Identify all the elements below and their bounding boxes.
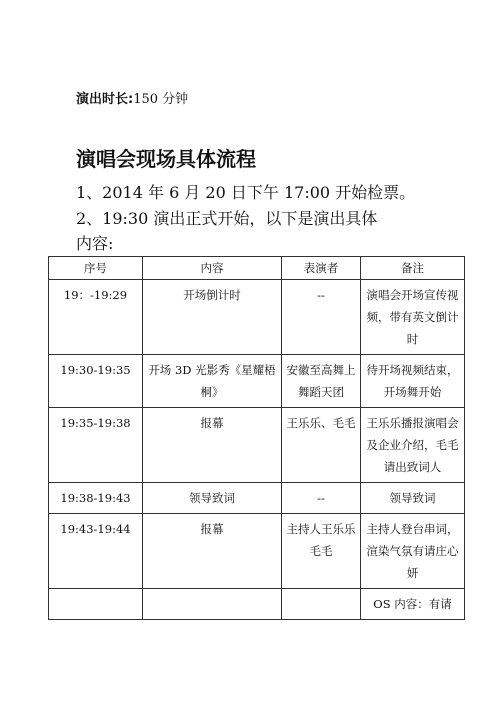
table-row [49, 408, 465, 483]
paragraph-ticket-check: 1、2014 年 6 月 20 日下午 17:00 开始检票。 [76, 183, 416, 202]
schedule-table [48, 256, 465, 620]
table-row [49, 589, 465, 620]
cell-content [143, 589, 282, 620]
header-notes: 备注 [361, 257, 465, 280]
cell-text: 安徽至高舞上舞蹈天团 [286, 363, 356, 399]
cell-notes [361, 355, 465, 408]
cell-text: 主持人王乐乐毛毛 [286, 522, 356, 558]
table-header-row [49, 257, 465, 280]
cell-content [143, 408, 282, 483]
cell-performer [282, 589, 361, 620]
table-row [49, 483, 465, 514]
table-row [49, 280, 465, 355]
cell-notes [361, 514, 465, 589]
cell-sequence [49, 483, 143, 514]
cell-performer [282, 514, 361, 589]
cell-text: 王乐乐播报演唱会及企业介绍，毛毛请出致词人 [366, 416, 459, 474]
cell-text: 主持人登台串词，渲染气氛有请庄心妍 [366, 522, 459, 580]
cell-notes [361, 483, 465, 514]
cell-performer [282, 355, 361, 408]
cell-text: 19:35-19:38 [60, 416, 131, 430]
cell-performer [282, 280, 361, 355]
header-sequence: 序号 [49, 257, 143, 280]
section-title: 演唱会现场具体流程 [76, 147, 256, 171]
cell-text: 19:43-19:44 [60, 522, 131, 536]
cell-notes [361, 280, 465, 355]
paragraph-show-start-continued: 内容: [76, 234, 114, 253]
cell-content [143, 355, 282, 408]
cell-content [143, 483, 282, 514]
cell-sequence [49, 514, 143, 589]
cell-text: 开场倒计时 [183, 288, 241, 302]
cell-sequence [49, 355, 143, 408]
cell-text: 演唱会开场宣传视频，带有英文倒计时 [366, 288, 459, 346]
cell-sequence [49, 280, 143, 355]
cell-text: OS 内容：有请 [373, 597, 452, 611]
duration-value: 150 分钟 [133, 92, 189, 107]
cell-notes [361, 408, 465, 483]
cell-content [143, 514, 282, 589]
cell-sequence [49, 408, 143, 483]
cell-text: 领导致词 [389, 491, 436, 505]
cell-performer [282, 408, 361, 483]
cell-text: 待开场视频结束，开场舞开始 [366, 363, 459, 399]
paragraph-show-start: 2、19:30 演出正式开始，以下是演出具体 [76, 209, 378, 228]
header-performer: 表演者 [282, 257, 361, 280]
cell-notes [361, 589, 465, 620]
cell-text: 19:38-19:43 [60, 491, 131, 505]
cell-text: 报幕 [200, 522, 224, 536]
cell-text: 领导致词 [189, 491, 235, 505]
table-row [49, 355, 465, 408]
cell-text: 19:30-19:35 [60, 363, 131, 377]
cell-text: 王乐乐、毛毛 [286, 416, 356, 430]
cell-text: 报幕 [200, 416, 224, 430]
cell-performer [282, 483, 361, 514]
cell-sequence [49, 589, 143, 620]
table-row [49, 514, 465, 589]
cell-text: -- [317, 491, 325, 505]
duration-label: 演出时长: [76, 92, 134, 107]
cell-text: -- [317, 288, 325, 302]
cell-content [143, 280, 282, 355]
header-content: 内容 [143, 257, 282, 280]
cell-text: 开场 3D 光影秀《星耀梧桐》 [148, 363, 276, 399]
performance-duration [76, 91, 188, 109]
cell-text: 19：-19:29 [63, 288, 128, 302]
